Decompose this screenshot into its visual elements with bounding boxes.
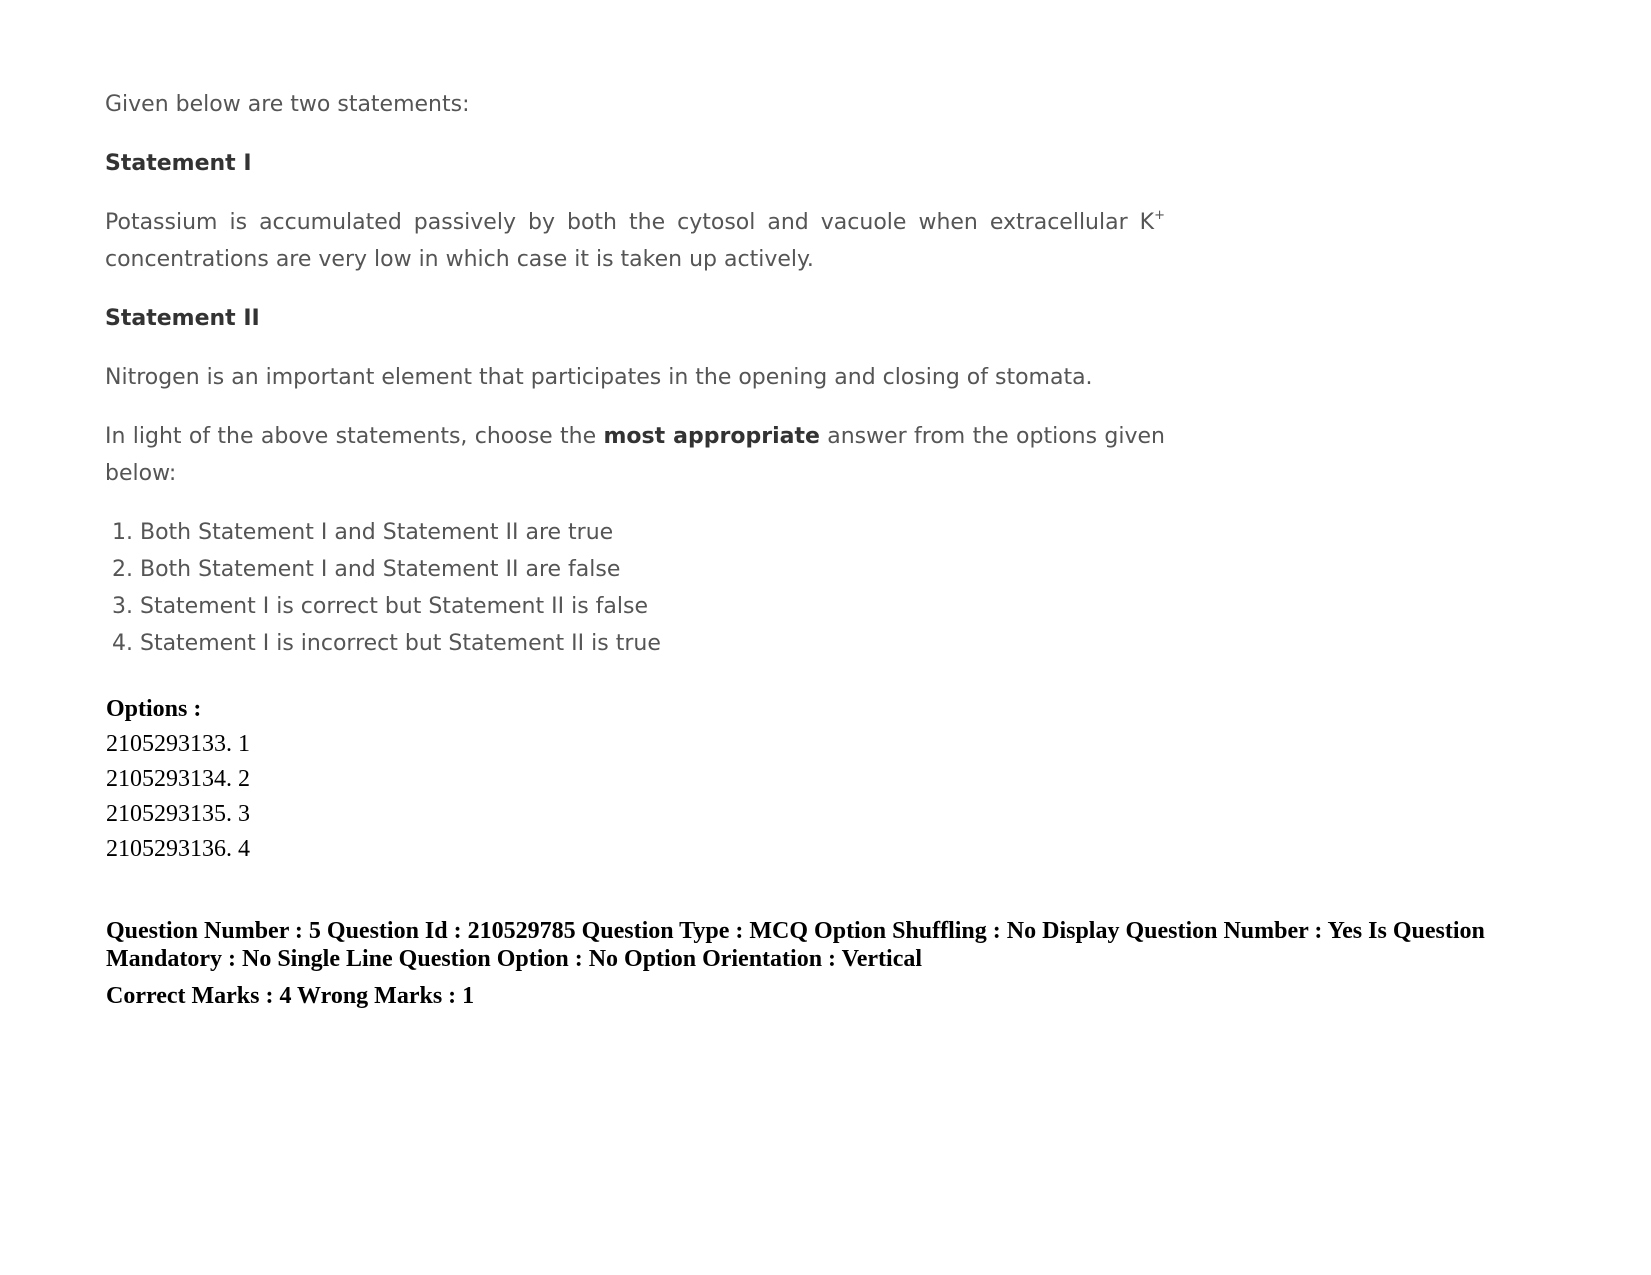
statement-1-text: [105, 204, 1165, 278]
lead-bold: most appropriate: [603, 424, 820, 449]
option-item: 2105293135. 3: [106, 801, 250, 827]
option-item: 2105293134. 2: [106, 766, 250, 792]
statement-2-heading: Statement II: [105, 306, 260, 331]
options-label: Options :: [106, 696, 202, 722]
lead-before: In light of the above statements, choose the: [105, 424, 604, 449]
question-metadata: [106, 692, 1606, 1014]
statement-1-text-end: concentrations are very low in which case it is taken up actively.: [105, 247, 814, 272]
statement-1-text-main: Potassium is accumulated passively by both the cytosol and vacuole when extracellular K: [105, 210, 1155, 235]
choice-item: 4. Statement I is incorrect but Statement II is true: [112, 631, 661, 656]
option-item: 2105293136. 4: [106, 836, 250, 862]
choice-item: 2. Both Statement I and Statement II are false: [112, 557, 621, 582]
question-intro: Given below are two statements:: [105, 92, 470, 117]
choice-list: [105, 514, 1165, 662]
potassium-charge-superscript: +: [1154, 208, 1165, 223]
option-item: 2105293133. 1: [106, 731, 250, 757]
question-image: [105, 86, 1165, 662]
choice-item: 1. Both Statement I and Statement II are true: [112, 520, 614, 545]
question-info: Question Number : 5 Question Id : 210529785 Question Type : MCQ Option Shuffling : No Display Question Number : Yes Is Question Mandatory : No Single Line Question Option : No Option Orientation : Vertical: [106, 918, 1485, 972]
lead-after: answer from the options given below:: [105, 424, 1165, 486]
statement-2-text: Nitrogen is an important element that participates in the opening and closing of stomata.: [105, 365, 1093, 390]
marks-info: Correct Marks : 4 Wrong Marks : 1: [106, 983, 475, 1009]
choice-item: 3. Statement I is correct but Statement II is false: [112, 594, 648, 619]
statement-1-heading: Statement I: [105, 151, 252, 176]
question-lead: [105, 418, 1165, 492]
